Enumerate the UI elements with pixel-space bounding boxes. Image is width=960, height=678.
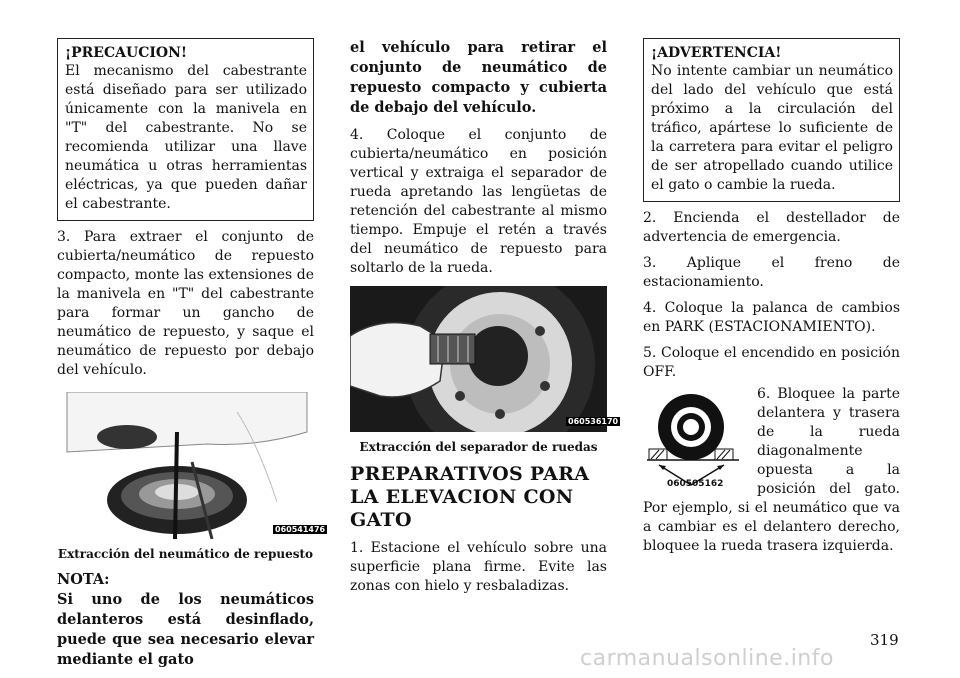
spare-tire-illustration [57,392,314,539]
note-continuation: el vehículo para retirar el conjunto de neumático de repuesto compacto y cubierta de debajo del vehículo. [350,39,607,116]
caution-box [57,38,314,221]
step-1-text: 1. Estacione el vehículo sobre una superficie plana firme. Evite las zonas con hielo y resbaladizas. [350,540,607,594]
figure-code: 060536170 [568,417,619,426]
step-3-text: 3. Para extraer el conjunto de cubierta/neumático de repuesto compacto, monte las extensiones de la manivela en "T" del cabestrante para formar un gancho de neumático de repuesto, y saque el neumático de repuesto por debajo del vehículo. [57,229,314,378]
step-4-text: 4. Coloque la palanca de cambios en PARK (ESTACIONAMIENTO). [643,300,900,335]
figure-caption: Extracción del neumático de repuesto [57,547,314,561]
note-title: NOTA: [57,571,110,588]
column-2 [350,38,619,596]
page-number: 319 [870,631,899,649]
step-6-text: 6. Bloquee la parte delantera y trasera de la rueda diagonalmente opuesta a la posición del gato. Por ejemplo, si el neumático que va a cambiar es el delantero derecho, bloquee la rueda trasera izquierda. [643,386,900,554]
column-3 [643,38,900,556]
caution-text: El mecanismo del cabestrante está diseñado para ser utilizado únicamente con la manivela en "T" del cabestrante. No se recomienda utilizar una llave neumática u otras herramientas eléctricas, ya que pueden dañar el cabestrante. [65,63,307,212]
step-5-text: 5. Coloque el encendido en posición OFF. [643,345,900,380]
warning-box [643,38,900,202]
figure-code: 060541476 [275,525,326,534]
section-heading: PREPARATIVOS PARA LA ELEVACION CON GATO [350,463,590,531]
figure-caption: Extracción del separador de ruedas [359,440,598,454]
step-6-block [643,385,900,556]
spare-tire-figure [57,392,326,543]
wheel-chock-figure [639,387,749,495]
warning-text: No intente cambiar un neumático del lado del vehículo que está próximo a la circulación del tráfico, apártese lo suficiente de la carretera para evitar el peligro de ser atropellado cuando utilice el gato o cambie la rueda. [651,63,893,193]
figure-code: 060505162 [667,479,724,489]
wheel-spacer-figure [350,286,619,436]
wheel-spacer-illustration [350,286,607,432]
step-4-text: 4. Coloque el conjunto de cubierta/neumático en posición vertical y extraiga el separador de rueda apretando las lengüetas de retención del cabestrante al mismo tiempo. Empuje el retén a través del neumático de repuesto para soltarlo de la rueda. [350,127,607,276]
step-3-text: 3. Aplique el freno de estacionamiento. [643,255,900,290]
watermark: carmanualsonline.info [580,646,834,671]
step-2-text: 2. Encienda el destellador de advertencia de emergencia. [643,210,900,245]
column-1 [57,38,326,670]
note-text: Si uno de los neumáticos delanteros está desinflado, puede que sea necesario elevar mediante el gato [57,591,314,668]
warning-title: ¡ADVERTENCIA! [651,45,782,61]
caution-title: ¡PRECAUCION! [65,45,188,61]
